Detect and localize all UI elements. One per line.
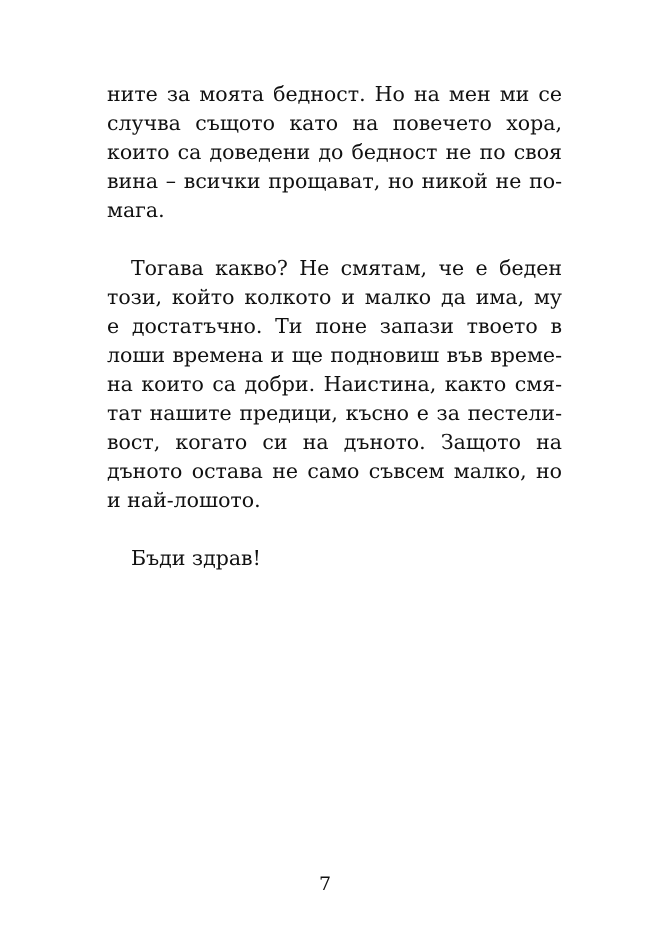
paragraph-2	[107, 254, 562, 515]
text-line: лоши времена и ще подновиш във време-	[107, 343, 562, 367]
text-line: ните за моята бедност. Но на мен ми се	[107, 82, 562, 106]
text-line: е достатъчно. Ти поне запази твоето в	[107, 314, 562, 338]
text-line: тат нашите предици, късно е за пестели-	[107, 401, 562, 425]
text-line: дъното остава не само съвсем малко, но	[107, 459, 562, 483]
text-line: и най-лошото.	[107, 488, 261, 512]
text-line: вост, когато си на дъното. Защото на	[107, 430, 562, 454]
text-line: мага.	[107, 198, 165, 222]
paragraph-gap	[107, 515, 562, 544]
paragraph-1	[107, 80, 562, 225]
text-line: които са доведени до бедност не по своя	[107, 140, 562, 164]
paragraph-gap	[107, 225, 562, 254]
closing-line: Бъди здрав!	[131, 546, 261, 570]
body-text	[107, 80, 562, 573]
page-number: 7	[318, 873, 332, 895]
text-line: случва същото като на повечето хора,	[107, 111, 562, 135]
text-line: този, който колкото и малко да има, му	[107, 285, 562, 309]
paragraph-3	[107, 544, 562, 573]
text-line: Тогава какво? Не смятам, че е беден	[131, 256, 562, 280]
text-line: вина – всички прощават, но никой не по-	[107, 169, 562, 193]
text-line: на които са добри. Наистина, както смя-	[107, 372, 562, 396]
